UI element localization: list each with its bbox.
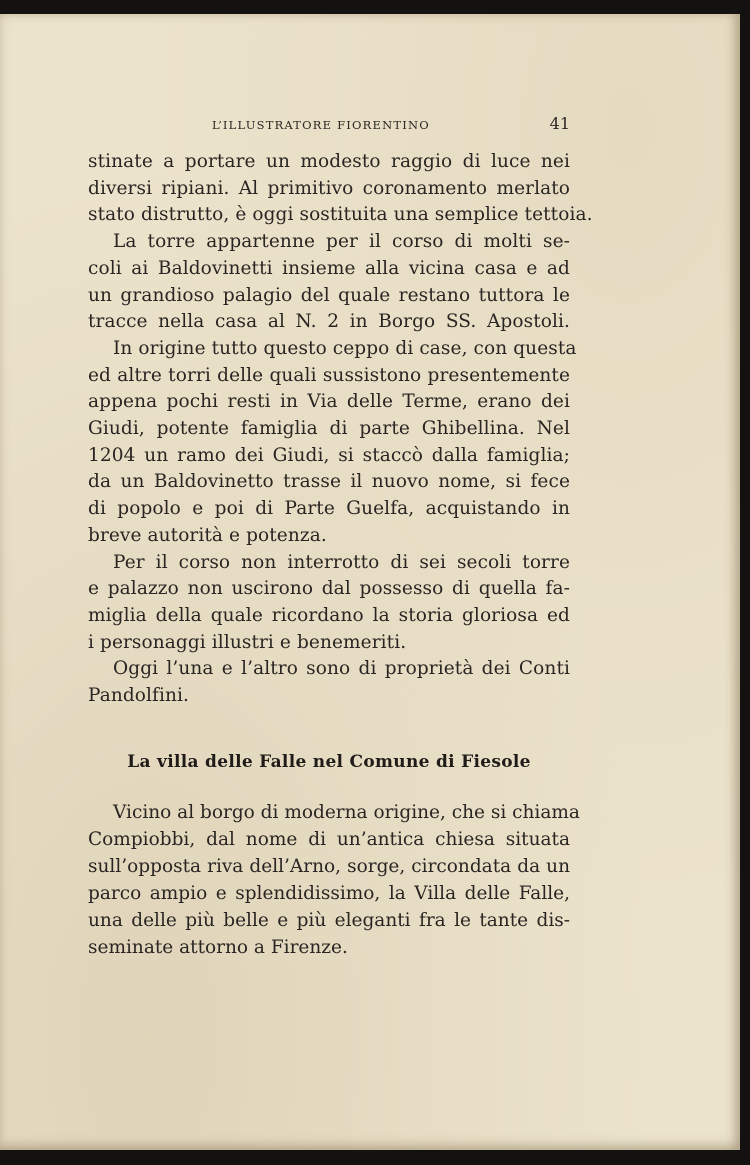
text-line: breve autorità e potenza. — [88, 524, 327, 546]
running-title: L’ILLUSTRATORE FIORENTINO — [212, 118, 430, 132]
book-page — [0, 14, 740, 1150]
text-line: Pandolfini. — [88, 685, 190, 707]
text-line: e palazzo non uscirono dal possesso di quella fa- — [88, 578, 570, 600]
text-line: ed altre torri delle quali sussistono presentemente — [88, 364, 570, 386]
page-number: 41 — [549, 114, 570, 133]
text-line: una delle più belle e più eleganti fra le tante dis- — [88, 910, 570, 931]
text-line: Giudi, potente famiglia di parte Ghibellina. Nel — [88, 418, 570, 440]
text-line: stato distrutto, è oggi sostituita una semplice tettoia. — [88, 204, 593, 226]
text-line: tracce nella casa al N. 2 in Borgo SS. Apostoli. — [88, 311, 570, 333]
text-line: Per il corso non interrotto di sei secoli torre — [113, 551, 570, 573]
section-body-text — [88, 799, 580, 961]
text-line: appena pochi resti in Via delle Terme, erano dei — [88, 391, 570, 413]
text-line: stinate a portare un modesto raggio di luce nei — [88, 151, 570, 172]
text-line: un grandioso palagio del quale restano tuttora le — [88, 284, 570, 306]
section-heading: La villa delle Falle nel Comune di Fiesole — [127, 752, 531, 772]
text-line: In origine tutto questo ceppo di case, con questa — [113, 337, 577, 359]
body-text — [88, 149, 593, 710]
text-line: sull’opposta riva dell’Arno, sorge, circondata da un — [88, 856, 570, 877]
text-line: coli ai Baldovinetti insieme alla vicina casa e ad — [88, 257, 570, 279]
text-line: Vicino al borgo di moderna origine, che si chiama — [113, 802, 580, 823]
paragraph — [88, 149, 593, 229]
page-header — [90, 114, 570, 138]
text-line: La torre appartenne per il corso di molti se- — [113, 231, 570, 253]
text-line: i personaggi illustri e benemeriti. — [88, 631, 407, 653]
text-line: Oggi l’una e l’altro sono di proprietà dei Conti — [113, 658, 570, 680]
paragraph — [88, 550, 570, 657]
text-line: 1204 un ramo dei Giudi, si staccò dalla famiglia; — [88, 444, 570, 466]
paragraph — [88, 336, 577, 550]
text-line: seminate attorno a Firenze. — [88, 937, 348, 958]
text-line: da un Baldovinetto trasse il nuovo nome, si fece — [88, 471, 570, 493]
text-line: Compiobbi, dal nome di un’antica chiesa situata — [88, 829, 570, 850]
text-line: diversi ripiani. Al primitivo coronamento merlato — [88, 177, 570, 199]
text-line: miglia della quale ricordano la storia gloriosa ed — [88, 604, 570, 626]
text-line: parco ampio e splendidissimo, la Villa delle Falle, — [88, 883, 570, 904]
text-line: di popolo e poi di Parte Guelfa, acquistando in — [88, 498, 570, 520]
paragraph — [88, 656, 570, 709]
paragraph — [88, 229, 570, 336]
